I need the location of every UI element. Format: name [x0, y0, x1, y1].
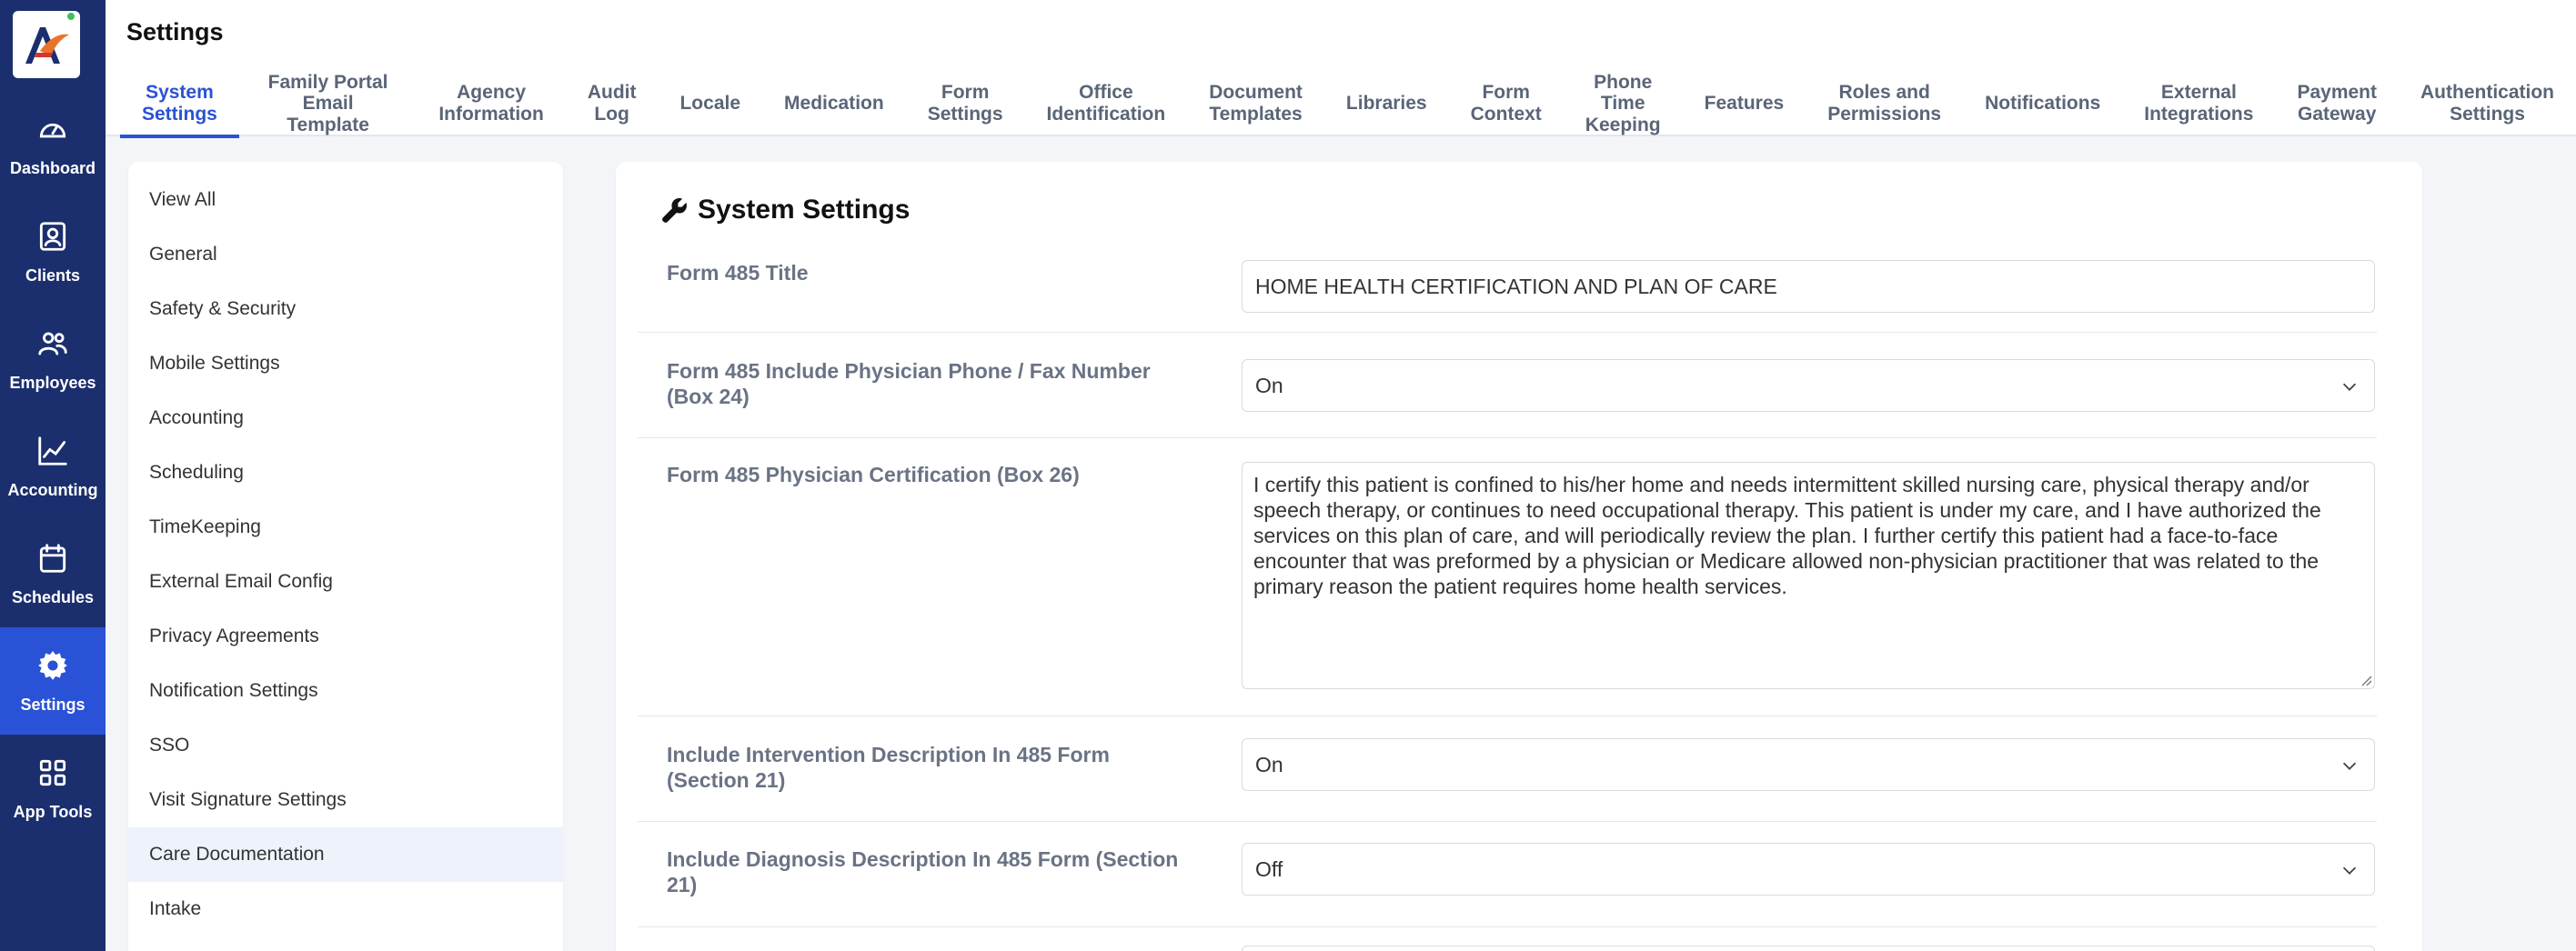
- setting-row-form485-title: [638, 251, 2377, 333]
- physician-phone-select[interactable]: [1242, 359, 2375, 412]
- users-icon: [35, 326, 70, 361]
- page-title: Settings: [126, 18, 224, 45]
- intervention-desc-label: Include Intervention Description In 485 Form (Section 21): [667, 743, 1110, 793]
- physician-phone-value: On: [1255, 373, 1283, 397]
- grid-icon: [35, 756, 70, 790]
- settings-section-menu: [128, 162, 563, 951]
- rail-label-accounting: Accounting: [7, 480, 98, 499]
- rail-item-app-tools[interactable]: [0, 735, 106, 842]
- tab-agency-information[interactable]: Agency Information: [438, 82, 544, 125]
- physician-phone-label: Form 485 Include Physician Phone / Fax Number (Box 24): [667, 359, 1151, 409]
- tab-phone-time-keeping[interactable]: Phone Time Keeping: [1585, 71, 1661, 135]
- setting-row-intervention-desc: [638, 716, 2377, 822]
- tab-family-portal-email-template[interactable]: Family Portal Email Template: [267, 71, 388, 135]
- tab-notifications[interactable]: Notifications: [1985, 93, 2101, 115]
- tab-document-templates[interactable]: Document Templates: [1209, 82, 1303, 125]
- tab-form-settings[interactable]: Form Settings: [927, 82, 1003, 125]
- rail-label-schedules: Schedules: [11, 587, 95, 606]
- form485-title-input[interactable]: HOME HEALTH CERTIFICATION AND PLAN OF CARE: [1242, 260, 2375, 313]
- rail-label-app-tools: App Tools: [13, 802, 93, 821]
- form485-title-label: Form 485 Title: [667, 261, 809, 285]
- menu-item-view-all[interactable]: View All: [149, 189, 216, 210]
- wrench-icon: [659, 195, 690, 225]
- panel-title: [659, 195, 910, 225]
- tab-audit-log[interactable]: Audit Log: [587, 82, 637, 125]
- left-nav-rail: [0, 0, 106, 951]
- menu-item-external-email-config[interactable]: External Email Config: [149, 571, 333, 592]
- diagnosis-desc-select[interactable]: [1242, 843, 2375, 896]
- gauge-icon: [35, 112, 70, 146]
- tab-system-settings[interactable]: System Settings: [120, 71, 239, 136]
- chevron-down-icon: [2340, 756, 2360, 776]
- tab-libraries[interactable]: Libraries: [1345, 93, 1427, 115]
- rail-item-settings[interactable]: [0, 627, 106, 735]
- tab-roles-and-permissions[interactable]: Roles and Permissions: [1827, 82, 1942, 125]
- rail-item-accounting[interactable]: [0, 413, 106, 520]
- rail-item-clients[interactable]: [0, 198, 106, 305]
- menu-item-mobile-settings[interactable]: Mobile Settings: [149, 353, 280, 374]
- setting-row-physician-phone: [638, 333, 2377, 438]
- online-status-dot: [65, 11, 76, 22]
- physician-cert-textarea[interactable]: [1242, 462, 2375, 689]
- app-logo[interactable]: [13, 11, 80, 78]
- rail-label-employees: Employees: [9, 373, 96, 392]
- settings-header: [106, 0, 2576, 136]
- tab-locale[interactable]: Locale: [679, 93, 741, 115]
- rail-item-employees[interactable]: [0, 305, 106, 413]
- tab-external-integrations[interactable]: External Integrations: [2144, 82, 2254, 125]
- tab-payment-gateway[interactable]: Payment Gateway: [2297, 82, 2377, 125]
- tab-features[interactable]: Features: [1704, 93, 1785, 115]
- menu-item-intake[interactable]: Intake: [149, 898, 202, 919]
- intervention-desc-select[interactable]: [1242, 738, 2375, 791]
- physician-cert-text: I certify this patient is confined to his/her home and needs intermittent skilled nursing care, physical therapy and/or speech therapy, or continues to need occupational therapy. This patient is under my care, and I have authorized the services on this plan of care, and will periodically review the plan. I further certify this patient had a face-to-face encounter that was preformed by a physician or Medicare allowed non-physician practitioner that was related to the primary reason the patient requires home health services.: [1253, 473, 2321, 599]
- setting-row-physician-cert: [638, 438, 2377, 716]
- menu-item-timekeeping[interactable]: TimeKeeping: [149, 516, 261, 537]
- intervention-desc-value: On: [1255, 752, 1283, 776]
- menu-item-scheduling[interactable]: Scheduling: [149, 462, 244, 483]
- rail-label-settings: Settings: [20, 695, 86, 714]
- calendar-icon: [35, 541, 70, 576]
- chevron-down-icon: [2340, 376, 2360, 396]
- menu-item-visit-signature-settings[interactable]: Visit Signature Settings: [149, 789, 347, 810]
- menu-item-notification-settings[interactable]: Notification Settings: [149, 680, 318, 701]
- gear-icon: [35, 648, 70, 683]
- diagnosis-desc-label: Include Diagnosis Description In 485 Form (Section 21): [667, 847, 1179, 897]
- menu-item-care-documentation[interactable]: Care Documentation: [128, 827, 563, 882]
- panel-title-text: System Settings: [698, 195, 911, 225]
- rail-label-clients: Clients: [25, 265, 80, 285]
- tab-medication[interactable]: Medication: [784, 93, 884, 115]
- chevron-down-icon: [2340, 860, 2360, 880]
- rail-item-schedules[interactable]: [0, 520, 106, 627]
- physician-cert-label: Form 485 Physician Certification (Box 26): [667, 463, 1080, 486]
- rail-item-dashboard[interactable]: [0, 91, 106, 198]
- next-field-partial[interactable]: [1242, 946, 2375, 951]
- menu-item-accounting[interactable]: Accounting: [149, 407, 244, 428]
- setting-row-diagnosis-desc: [638, 822, 2377, 927]
- client-card-icon: [35, 219, 70, 254]
- settings-tab-bar: [120, 71, 2576, 136]
- menu-item-general[interactable]: General: [149, 244, 217, 265]
- line-chart-icon: [35, 434, 70, 468]
- resize-grip-icon[interactable]: [2358, 672, 2372, 686]
- menu-item-sso[interactable]: SSO: [149, 735, 190, 756]
- menu-item-privacy-agreements[interactable]: Privacy Agreements: [149, 626, 319, 646]
- rail-label-dashboard: Dashboard: [9, 158, 96, 177]
- diagnosis-desc-value: Off: [1255, 856, 1283, 881]
- tab-form-context[interactable]: Form Context: [1470, 82, 1542, 125]
- setting-row-next-partial: [638, 946, 2377, 951]
- tab-office-identification[interactable]: Office Identification: [1046, 82, 1166, 125]
- menu-item-safety-security[interactable]: Safety & Security: [149, 298, 297, 319]
- system-settings-panel: [616, 162, 2422, 951]
- tab-authentication-settings[interactable]: Authentication Settings: [2420, 82, 2554, 125]
